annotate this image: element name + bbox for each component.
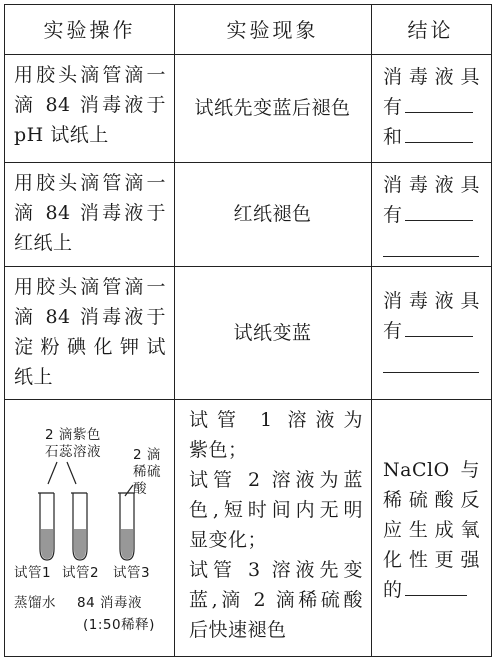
header-operation: 实验操作 [43, 17, 136, 42]
conclusion-line: 消毒液具 [383, 174, 480, 196]
conclusion-line: 和 [383, 126, 403, 148]
label-dilution: (1:50稀释) [83, 617, 155, 633]
answer-blank[interactable] [383, 348, 479, 373]
phenomenon-line: 色,短时间内无明 [189, 499, 363, 521]
pointer-line [125, 485, 133, 496]
header-phenomenon: 实验现象 [226, 17, 319, 42]
operation-line: 滴 84 消毒液于 [14, 202, 166, 224]
operation-line: 用胶头滴管滴一 [14, 276, 166, 298]
operation-line: 纸上 [14, 366, 54, 388]
test-tube-3 [118, 493, 134, 560]
phenomenon-line: 试管 1 溶液为 [189, 409, 363, 431]
answer-blank[interactable] [405, 202, 473, 221]
label-84-bleach: 84 消毒液 [77, 595, 142, 611]
row4-phenomenon [174, 399, 371, 655]
label-dilute-acid: 2 滴 稀硫 酸 [133, 447, 161, 497]
label-distilled-water: 蒸馏水 [14, 595, 56, 611]
label-purple-litmus: 2 滴紫色 石蕊溶液 [45, 427, 101, 460]
phenomenon-line: 显变化； [189, 529, 268, 551]
test-tube-2 [71, 493, 87, 560]
phenomenon-line: 紫色； [189, 439, 248, 461]
row1-conclusion [371, 54, 490, 162]
row1-phenomenon: 试纸先变蓝后褪色 [194, 97, 351, 119]
conclusion-line: 有 [383, 320, 403, 342]
row3-operation [5, 266, 174, 399]
row4-conclusion [371, 399, 490, 655]
operation-line: 用胶头滴管滴一 [14, 64, 166, 86]
conclusion-line: 消毒液具 [383, 290, 480, 312]
row2-operation [5, 162, 174, 266]
operation-line: 红纸上 [14, 232, 73, 254]
conclusion-line: 有 [383, 96, 403, 118]
label-tube3: 试管3 [113, 565, 151, 581]
answer-blank[interactable] [405, 124, 473, 143]
pointer-line [48, 462, 57, 484]
conclusion-line: 的 [383, 579, 403, 601]
row2-conclusion [371, 162, 490, 266]
answer-blank[interactable] [405, 318, 473, 337]
row1-operation [5, 54, 174, 162]
conclusion-line: 消毒液具 [383, 66, 480, 88]
label-tube1: 试管1 [14, 565, 52, 581]
answer-blank[interactable] [405, 577, 467, 596]
answer-blank[interactable] [383, 232, 479, 257]
row3-conclusion [371, 266, 490, 399]
conclusion-line: 化性更强 [383, 549, 480, 571]
phenomenon-line: 试管 2 溶液为蓝 [189, 469, 363, 491]
operation-line: 淀粉碘化钾试 [14, 336, 166, 358]
conclusion-line: 稀硫酸反 [383, 489, 480, 511]
experiment-table [4, 4, 492, 657]
operation-line: 用胶头滴管滴一 [14, 172, 166, 194]
operation-line: 滴 84 消毒液于 [14, 306, 166, 328]
phenomenon-line: 蓝,滴 2 滴稀硫酸 [189, 589, 363, 611]
phenomenon-line: 试管 3 溶液先变 [189, 559, 363, 581]
row3-phenomenon: 试纸变蓝 [233, 321, 312, 344]
pointer-line [67, 462, 76, 484]
operation-line: pH 试纸上 [14, 124, 109, 146]
answer-blank[interactable] [405, 94, 473, 113]
header-conclusion: 结论 [407, 17, 454, 42]
conclusion-line: 应生成氧 [383, 519, 480, 541]
operation-line: 滴 84 消毒液于 [14, 94, 166, 116]
row4-figure [5, 399, 174, 655]
label-tube2: 试管2 [62, 565, 100, 581]
row2-phenomenon: 红纸褪色 [233, 203, 312, 225]
phenomenon-line: 后快速褪色 [189, 619, 287, 641]
test-tube-1 [38, 493, 54, 560]
conclusion-line: 有 [383, 204, 403, 226]
conclusion-line: NaClO 与 [383, 459, 480, 481]
